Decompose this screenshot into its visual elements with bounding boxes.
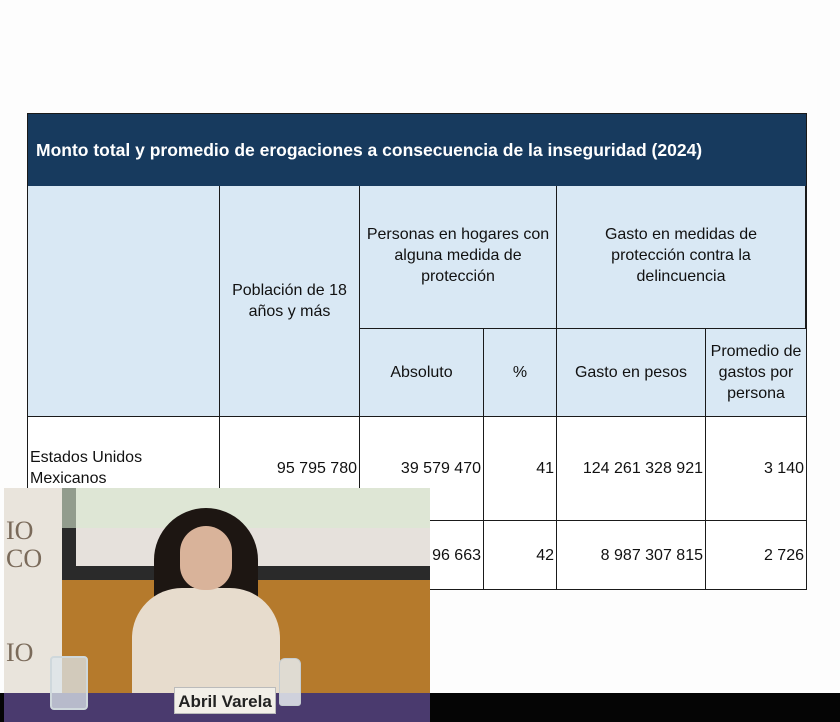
row2-gasto-pesos-value: 8 987 307 815 (600, 546, 703, 564)
row2-gasto-pesos (557, 521, 706, 589)
wall-text-3: IO (6, 638, 34, 667)
header-absoluto-label: Absoluto (390, 364, 453, 381)
row2-promedio-value: 2 726 (763, 546, 804, 564)
speaker-nameplate: Abril Varela (174, 687, 276, 714)
row2-porcentaje-value: 42 (536, 546, 554, 564)
wall-text-1: IO (6, 516, 34, 545)
projection-screen-glow (62, 488, 430, 528)
row2-promedio (706, 521, 806, 589)
row1-gasto-pesos-value: 124 261 328 921 (582, 460, 703, 477)
row2-absoluto-value: 96 663 (432, 546, 481, 564)
header-gasto-pesos-label: Gasto en pesos (574, 364, 688, 381)
header-personas (360, 186, 557, 329)
water-glass (50, 656, 88, 710)
water-bottle (279, 658, 301, 706)
row1-promedio (706, 417, 806, 521)
header-absoluto (360, 329, 484, 417)
speaker-video (4, 488, 430, 722)
row1-porcentaje-value: 41 (536, 460, 554, 477)
row1-promedio-value: 3 140 (763, 460, 804, 477)
header-empty-cell (28, 186, 220, 417)
header-gasto-label: Gasto en medidas de protección contra la delincuencia (604, 226, 758, 285)
row1-poblacion-value: 95 795 780 (276, 460, 357, 477)
header-personas-label: Personas en hogares con alguna medida de protección (366, 226, 550, 285)
table-title: Monto total y promedio de erogaciones a consecuencia de la inseguridad (2024) (28, 114, 806, 186)
header-promedio (706, 329, 806, 417)
header-porcentaje-label: % (512, 364, 528, 381)
header-poblacion-label: Población de 18 años y más (232, 282, 347, 320)
wall-text-2: CO (6, 544, 43, 573)
row1-entidad-label: Estados Unidos Mexicanos (30, 449, 143, 487)
row1-porcentaje (484, 417, 557, 521)
row1-absoluto-value: 39 579 470 (400, 460, 481, 477)
header-promedio-label: Promedio de gastos por persona (710, 343, 802, 402)
row1-gasto-pesos (557, 417, 706, 521)
header-gasto-pesos (557, 329, 706, 417)
speaker-face (180, 526, 232, 590)
header-gasto (557, 186, 806, 329)
row2-porcentaje (484, 521, 557, 589)
header-porcentaje (484, 329, 557, 417)
header-poblacion (220, 186, 360, 417)
